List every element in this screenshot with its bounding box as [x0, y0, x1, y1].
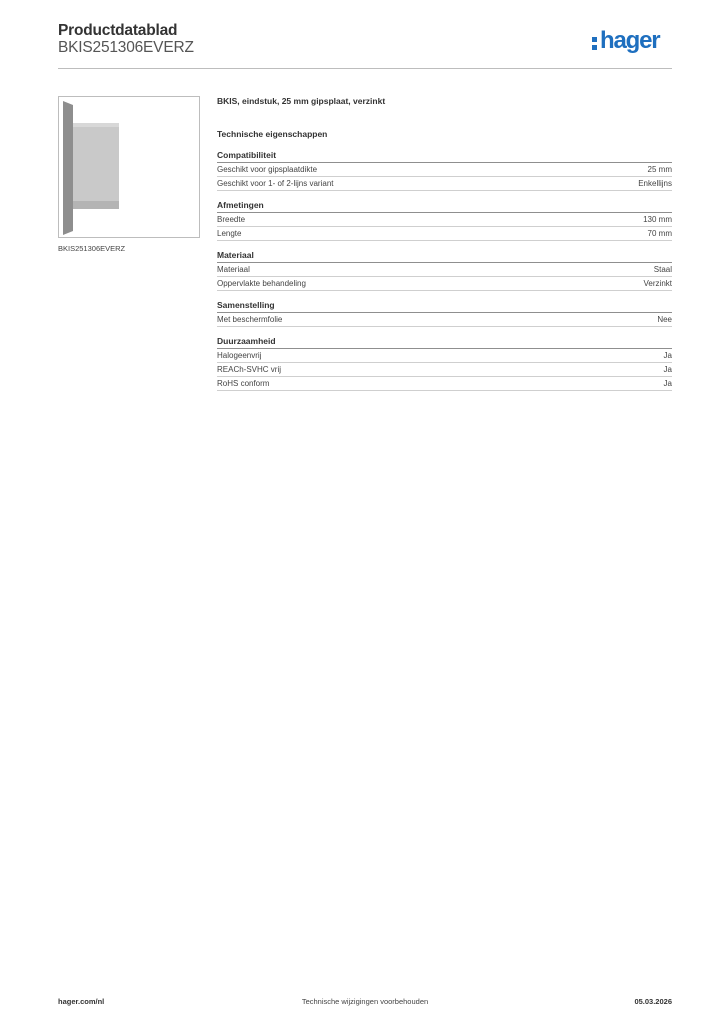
- property-row: [217, 377, 672, 391]
- page-footer: [58, 997, 672, 1011]
- logo-dot-top: [592, 37, 597, 42]
- property-value: Nee: [657, 315, 672, 324]
- section-materiaal: [217, 249, 672, 291]
- property-label: Halogeenvrij: [217, 351, 262, 360]
- section-title: Duurzaamheid: [217, 335, 672, 349]
- property-label: Breedte: [217, 215, 246, 224]
- property-value: Staal: [653, 265, 672, 274]
- property-label: Geschikt voor gipsplaatdikte: [217, 165, 318, 174]
- property-row: [217, 263, 672, 277]
- section-title: Samenstelling: [217, 299, 672, 313]
- property-row: [217, 227, 672, 241]
- section-title: Materiaal: [217, 249, 672, 263]
- property-row: [217, 313, 672, 327]
- section-samenstelling: [217, 299, 672, 327]
- end-cap-shadow: [73, 201, 119, 209]
- property-label: Lengte: [217, 229, 242, 238]
- section-title: Compatibiliteit: [217, 149, 672, 163]
- image-caption: BKIS251306EVERZ: [58, 244, 126, 253]
- property-value: Ja: [663, 365, 672, 374]
- hager-logo: [592, 29, 672, 55]
- product-image: [58, 96, 200, 238]
- technical-properties-heading: Technische eigenschappen: [217, 129, 328, 139]
- property-label: REACh-SVHC vrij: [217, 365, 282, 374]
- footer-disclaimer: Technische wijzigingen voorbehouden: [301, 997, 429, 1006]
- end-cap-product-icon: [59, 97, 199, 237]
- logo-dot-bottom: [592, 45, 597, 50]
- property-row: [217, 163, 672, 177]
- product-content: [217, 94, 672, 391]
- document-title: Productdatablad: [58, 22, 178, 39]
- property-label: Oppervlakte behandeling: [217, 279, 306, 288]
- property-label: Geschikt voor 1- of 2-lijns variant: [217, 179, 334, 188]
- product-description: BKIS, eindstuk, 25 mm gipsplaat, verzinkt: [217, 96, 386, 106]
- property-value: Verzinkt: [643, 279, 672, 288]
- property-label: Met beschermfolie: [217, 315, 283, 324]
- property-row: [217, 277, 672, 291]
- property-label: Materiaal: [217, 265, 250, 274]
- property-row: [217, 177, 672, 191]
- property-label: RoHS conform: [217, 379, 270, 388]
- section-afmetingen: [217, 199, 672, 241]
- footer-website-link[interactable]: hager.com/nl: [58, 997, 105, 1006]
- end-cap-back-plate: [63, 101, 73, 235]
- header-divider: [58, 68, 672, 69]
- end-cap-side-plate: [73, 123, 119, 209]
- property-row: [217, 213, 672, 227]
- property-value: 70 mm: [647, 229, 672, 238]
- section-title: Afmetingen: [217, 199, 672, 213]
- section-compatibiliteit: [217, 149, 672, 191]
- page-header: [58, 22, 672, 68]
- end-cap-top-edge: [73, 123, 119, 127]
- property-row: [217, 363, 672, 377]
- property-value: 25 mm: [647, 165, 672, 174]
- section-duurzaamheid: [217, 335, 672, 391]
- property-value: Ja: [663, 379, 672, 388]
- product-code-subtitle: BKIS251306EVERZ: [58, 39, 194, 56]
- property-value: Ja: [663, 351, 672, 360]
- property-value: 130 mm: [643, 215, 672, 224]
- property-row: [217, 349, 672, 363]
- logo-text: hager: [600, 27, 660, 54]
- footer-date: 05.03.2026: [634, 997, 672, 1006]
- property-value: Enkellijns: [638, 179, 672, 188]
